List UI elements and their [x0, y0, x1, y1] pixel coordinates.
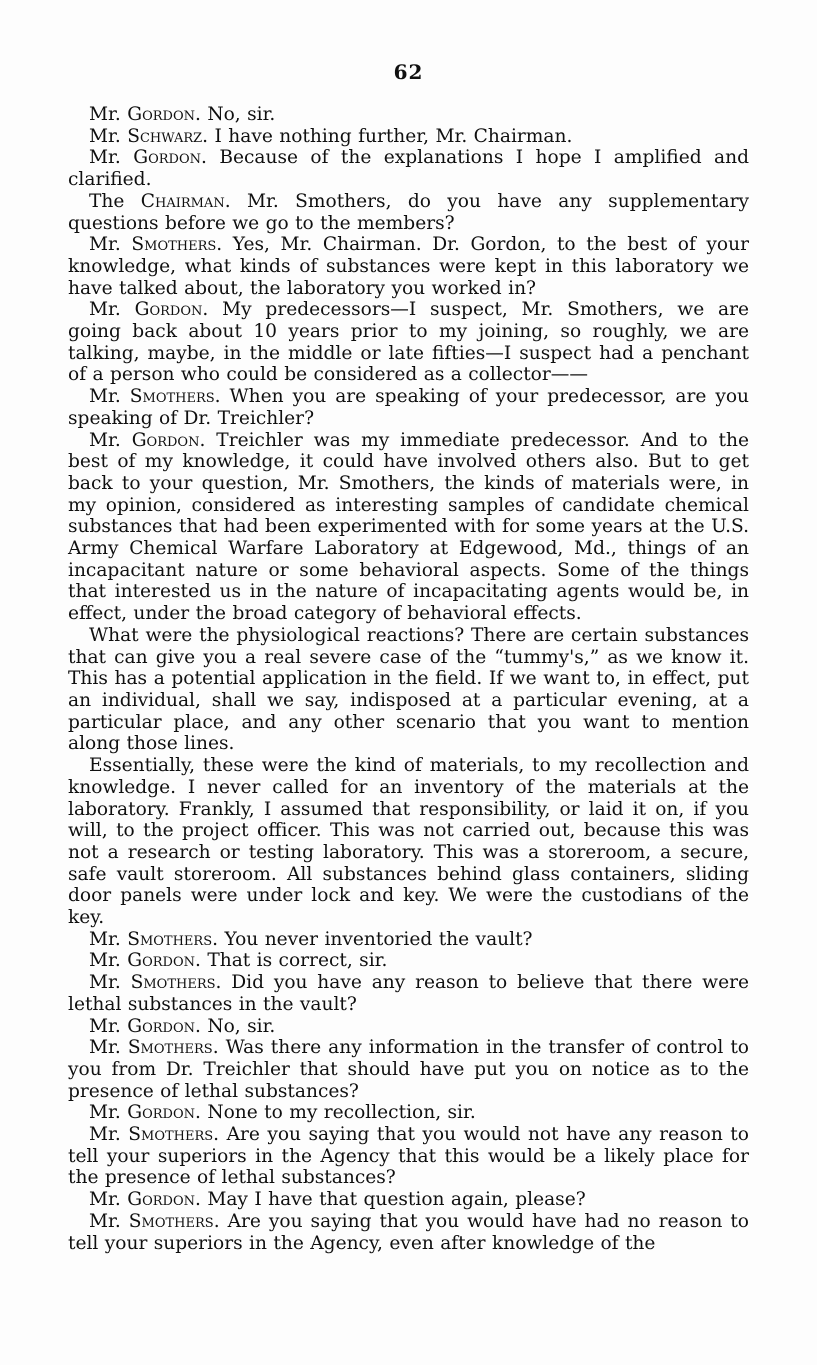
transcript-paragraph: [68, 234, 749, 299]
speaker-label: [89, 299, 222, 320]
speaker-label: [89, 147, 219, 168]
speaker-label: [89, 1037, 226, 1058]
transcript-paragraph: [68, 1016, 749, 1038]
speaker-name: Gordon: [134, 299, 203, 321]
speaker-period: .: [214, 386, 230, 408]
paragraph-text: My predecessors—I suspect, Mr. Smothers, we are going back about 10 years prior to my joining, so roughly, we are talking, maybe, in the middle or late fifties—I suspect had a penchant of a person who could be considered as a collector——: [68, 299, 749, 386]
paragraph-text: That is correct, sir.: [207, 950, 388, 972]
paragraph-text: No, sir.: [207, 104, 276, 125]
speaker-name: Smothers: [131, 234, 217, 256]
transcript-paragraph: [68, 147, 749, 190]
speaker-prefix: Mr.: [89, 1102, 128, 1124]
speaker-period: .: [194, 1102, 208, 1124]
paragraph-text: Did you have any reason to believe that there were lethal substances in the vault?: [68, 972, 749, 1015]
speaker-period: .: [194, 1189, 208, 1211]
speaker-prefix: Mr.: [89, 950, 128, 972]
speaker-period: .: [202, 299, 223, 321]
speaker-label: [89, 1124, 227, 1145]
speaker-period: .: [194, 104, 208, 125]
speaker-period: .: [216, 234, 233, 256]
speaker-name: Gordon: [127, 1189, 195, 1211]
speaker-prefix: Mr.: [89, 1015, 128, 1037]
speaker-prefix: Mr.: [89, 104, 128, 125]
transcript-paragraph: [68, 972, 749, 1015]
paragraph-text: Are you saying that you would have had no reason to tell your superiors in the Agency, even after knowledge of the: [68, 1210, 749, 1254]
paragraph-text: Are you saying that you would not have any reason to tell your superiors in the Agency that this would be a likely place for the presence of lethal substances?: [68, 1124, 749, 1189]
paragraph-text: I have nothing further, Mr. Chairman.: [214, 125, 573, 147]
speaker-prefix: The: [89, 190, 141, 212]
speaker-name: Gordon: [133, 147, 201, 169]
transcript-paragraph: [68, 191, 749, 234]
transcript-paragraph: [68, 126, 749, 148]
speaker-name: Gordon: [131, 429, 200, 451]
transcript-body: [68, 104, 749, 1254]
paragraph-text: Yes, Mr. Chairman. Dr. Gordon, to the best of your knowledge, what kinds of substances were kept in this laboratory we have talked about, the laboratory you worked in?: [68, 234, 749, 299]
speaker-label: [89, 1189, 207, 1210]
speaker-name: Gordon: [127, 950, 195, 972]
speaker-name: Gordon: [127, 1015, 195, 1037]
paragraph-text: Was there any information in the transfer of control to you from Dr. Treichler that should have put you on notice as to the presence of lethal substances?: [68, 1037, 749, 1102]
speaker-period: .: [212, 928, 225, 950]
speaker-period: .: [199, 429, 217, 451]
speaker-label: [89, 929, 224, 950]
paragraph-text: Because of the explanations I hope I amplified and clarified.: [68, 147, 749, 191]
transcript-paragraph: [68, 755, 749, 929]
paragraph-text: What were the physiological reactions? There are certain substances that can give you a real severe case of the “tummy's,” as we know it. This has a potential application in the field. If we want to, in effect, put an individual, shall we say, indisposed at a particular evening, at a particular place, and any other scenario that you want to mention along those lines.: [68, 624, 749, 755]
speaker-name: Gordon: [127, 1102, 195, 1124]
speaker-label: [89, 104, 207, 125]
speaker-period: .: [194, 950, 208, 972]
speaker-prefix: Mr.: [89, 147, 134, 169]
speaker-name: Smothers: [130, 972, 216, 994]
paragraph-text: Treichler was my immediate predecessor. And to the best of my knowledge, it could have involved others also. But to get back to your question, Mr. Smothers, the kinds of materials were, in my opinion, considered as interesting samples of candidate chemical substances that had been experimented with for some years at the U.S. Army Chemical Warfare Laboratory at Edgewood, Md., things of an incapacitant nature or some behavioral aspects. Some of the things that interested us in the nature of incapacitating agents would be, in effect, under the broad category of behavioral effects.: [68, 429, 749, 625]
speaker-label: [89, 950, 207, 971]
transcript-paragraph: [68, 1037, 749, 1102]
speaker-label: [89, 126, 215, 147]
speaker-name: Smothers: [129, 386, 215, 408]
speaker-label: [89, 234, 233, 255]
speaker-name: Schwarz: [127, 125, 203, 147]
speaker-name: Smothers: [128, 1210, 214, 1232]
speaker-prefix: Mr.: [89, 386, 130, 408]
speaker-label: [89, 1016, 207, 1037]
speaker-label: [89, 430, 216, 451]
speaker-name: Smothers: [127, 1037, 213, 1059]
speaker-period: .: [224, 190, 247, 212]
speaker-period: .: [194, 1015, 208, 1037]
speaker-prefix: Mr.: [89, 1189, 128, 1211]
paragraph-text: You never inventoried the vault?: [224, 928, 533, 950]
speaker-label: [89, 1102, 207, 1123]
speaker-period: .: [212, 1037, 226, 1059]
speaker-prefix: Mr.: [89, 1210, 129, 1232]
transcript-paragraph: [68, 104, 749, 126]
speaker-period: .: [213, 1210, 228, 1232]
paragraph-text: May I have that question again, please?: [207, 1189, 586, 1211]
transcript-paragraph: [68, 1124, 749, 1189]
transcript-paragraph: [68, 1102, 749, 1124]
speaker-prefix: Mr.: [89, 125, 128, 147]
speaker-label: [89, 1211, 228, 1232]
transcript-paragraph: [68, 929, 749, 951]
paragraph-text: Essentially, these were the kind of materials, to my recollection and knowledge. I never called for an inventory of the materials at the laboratory. Frankly, I assumed that responsibility, or laid it on, if you will, to the project officer. This was not carried out, because this was not a research or testing laboratory. This was a storeroom, a secure, safe vault storeroom. All substances behind glass containers, sliding door panels were under lock and key. We were the custodians of the key.: [68, 755, 749, 929]
speaker-label: [89, 972, 231, 993]
speaker-name: Gordon: [127, 104, 195, 125]
transcript-paragraph: [68, 1211, 749, 1254]
speaker-prefix: Mr.: [89, 928, 128, 950]
speaker-prefix: Mr.: [89, 299, 135, 321]
page-number: 62: [393, 60, 424, 84]
transcript-paragraph: [68, 430, 749, 625]
speaker-period: .: [215, 972, 232, 994]
speaker-label: [89, 386, 230, 407]
speaker-name: Chairman: [140, 190, 225, 212]
transcript-paragraph: [68, 1189, 749, 1211]
speaker-period: .: [200, 147, 220, 169]
paragraph-text: No, sir.: [207, 1015, 276, 1037]
speaker-prefix: Mr.: [89, 429, 132, 451]
speaker-prefix: Mr.: [89, 1037, 128, 1059]
paragraph-text: Mr. Smothers, do you have any supplementary questions before we go to the members?: [68, 190, 750, 234]
speaker-period: .: [213, 1124, 227, 1146]
paragraph-text: None to my recollection, sir.: [207, 1102, 476, 1124]
speaker-name: Smothers: [128, 1124, 214, 1146]
transcript-paragraph: [68, 625, 749, 755]
speaker-label: [89, 191, 247, 212]
speaker-prefix: Mr.: [89, 1124, 129, 1146]
transcript-paragraph: [68, 386, 749, 429]
paragraph-text: When you are speaking of your predecessor, are you speaking of Dr. Treichler?: [68, 386, 749, 429]
transcript-paragraph: [68, 950, 749, 972]
speaker-prefix: Mr.: [89, 234, 132, 256]
speaker-period: .: [202, 125, 215, 147]
speaker-name: Smothers: [127, 928, 213, 950]
speaker-prefix: Mr.: [89, 972, 131, 994]
transcript-paragraph: [68, 299, 749, 386]
